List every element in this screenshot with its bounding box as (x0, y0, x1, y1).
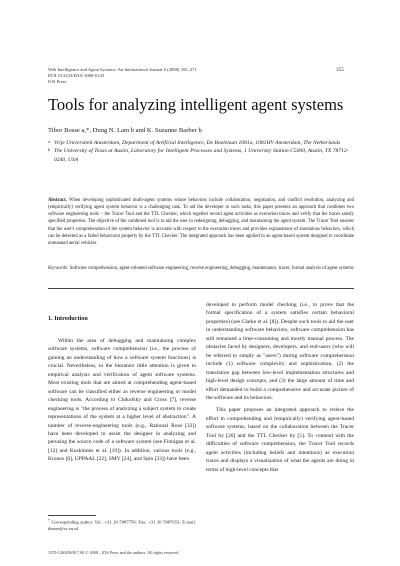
affiliation-text: Vrije Universiteit Amsterdam, Department of Artificial Intelligence, De Boelelaan 1081a, 1081HV Amsterdam, The Netherlands (54, 140, 341, 146)
keywords-label: Keywords: (48, 266, 69, 271)
left-column (48, 337, 196, 464)
affiliation-mark: b (48, 146, 50, 152)
affiliations (48, 139, 356, 164)
footnote (48, 518, 196, 532)
affiliation-a (48, 139, 356, 147)
abstract-divider (48, 288, 354, 289)
publisher-line: IOS Press (48, 79, 67, 85)
affiliation-b (48, 147, 356, 164)
author-list: Tibor Bosse a,*, Dung N. Lam b and K. Suzanne Barber b (48, 127, 202, 134)
doi-line: DOI 10.3233/WIA-2008-0145 (48, 73, 105, 79)
body-paragraph: Within the area of debugging and maintaining complex software systems, software comprehension (i.e., the process of gaining an understanding of how a software system functions) is crucial. Nevertheless, in the literature little attention is given to empirical analysis and verification of agent software systems. Most existing tools that are aimed at comprehending agent-based software can be classified either as reverse engineering or model checking tools. According to Chikofsky and Cross [7], reverse engineering is "the process of analyzing a subject system to create representations of the system at a higher level of abstraction". A number of reverse-engineering tools (e.g., Rational Rose [32]) have been developed to assist the designer in analyzing and perusing the source code of a software system (see Finnigan et al. [12] and Koskimies et al. [19]). In addition, various tools (e.g., Kronos [6], UPPAAL [22], SMV [24], and Spin [33]) have been (48, 338, 196, 463)
abstract (48, 197, 354, 247)
abstract-label: Abstract. (48, 198, 67, 203)
page-number: 355 (336, 67, 344, 73)
affiliation-text: The University of Texas at Austin, Laboratory for Intelligent Processes and Systems, 1 University Station C5000, Austin, TX 78712-0240, USA (54, 148, 349, 163)
affiliation-mark: a (48, 138, 50, 144)
paper-title: Tools for analyzing intelligent agent systems (48, 95, 344, 114)
body-paragraph: This paper proposes an integrated approach to reduce the effort in comprehending and (empirically) verifying agent-based software systems, based on the collaboration between the Tracer Tool by [20] and the TTL Checker by [5]. To contend with the difficulties of software comprehension, the Tracer Tool records agent activities (including beliefs and intentions) as execution traces and displays a visualization of what the agents are doing in terms of high-level concepts that (206, 407, 354, 473)
journal-line: Web Intelligence and Agent Systems: An International Journal 6 (2008) 355–371 (48, 67, 197, 72)
section-heading: 1. Introduction (48, 315, 88, 322)
right-column (206, 301, 354, 474)
keywords-text: Software comprehension, agent-oriented software engineering, reverse engineering, debugging, maintenance, tracer, formal analysis of agent systems (69, 266, 354, 271)
running-header (48, 67, 358, 86)
body-paragraph: developed to perform model checking (i.e., to prove that the formal specification of a system satisfies certain behavioral properties) (see Clarke et al. [8]). Despite such tools to aid the user in understanding software behaviors, software comprehension has still remained a time-consuming and mostly manual process. The obstacles faced by designers, developers, and end-users (who will be referred to simply as "users") during software comprehension include (1) software complexity and sophistication, (2) the translation gap between low-level implementation structures and high-level design concepts, and (3) the large amount of time and effort demanded to build a comprehensive and accurate picture of the software and its behaviors. (206, 302, 354, 401)
footnote-rule (48, 515, 96, 516)
keywords (48, 265, 354, 272)
abstract-text: When developing sophisticated multi-agent systems whose behaviors include collaboration, negotiation, and conflict resolution, analyzing and (empirically) verifying agent system behavior is a challenging task. To aid the developer in such tasks, this paper presents an approach that combines two software engineering tools – the Tracer Tool and the TTL Checker, which together record agent activities as execution traces and verify that the traces satisfy specified properties. The objective of the combined tool is to aid the user in redesigning, debugging, and maintaining the agent system. The Tracer Tool ensures that the user's comprehension of the system behavior is accurate with respect to the execution traces and provides explanations of anomalous behaviors, which can be detected as a failed behavioral property by the TTL Checker. The integrated approach has been applied to an agent-based system designed to coordinate unmanned aerial vehicles. (48, 198, 355, 246)
copyright-line: 1570-1263/08/$17.00 © 2008 – IOS Press and the authors. All rights reserved (48, 550, 179, 555)
footnote-text: Corresponding author. Tel.: +31 20 5987750; Fax: +31 20 5987653; E-mail: tbosse@cs.vu.nl. (48, 519, 196, 531)
footnote-mark: * (48, 519, 50, 523)
